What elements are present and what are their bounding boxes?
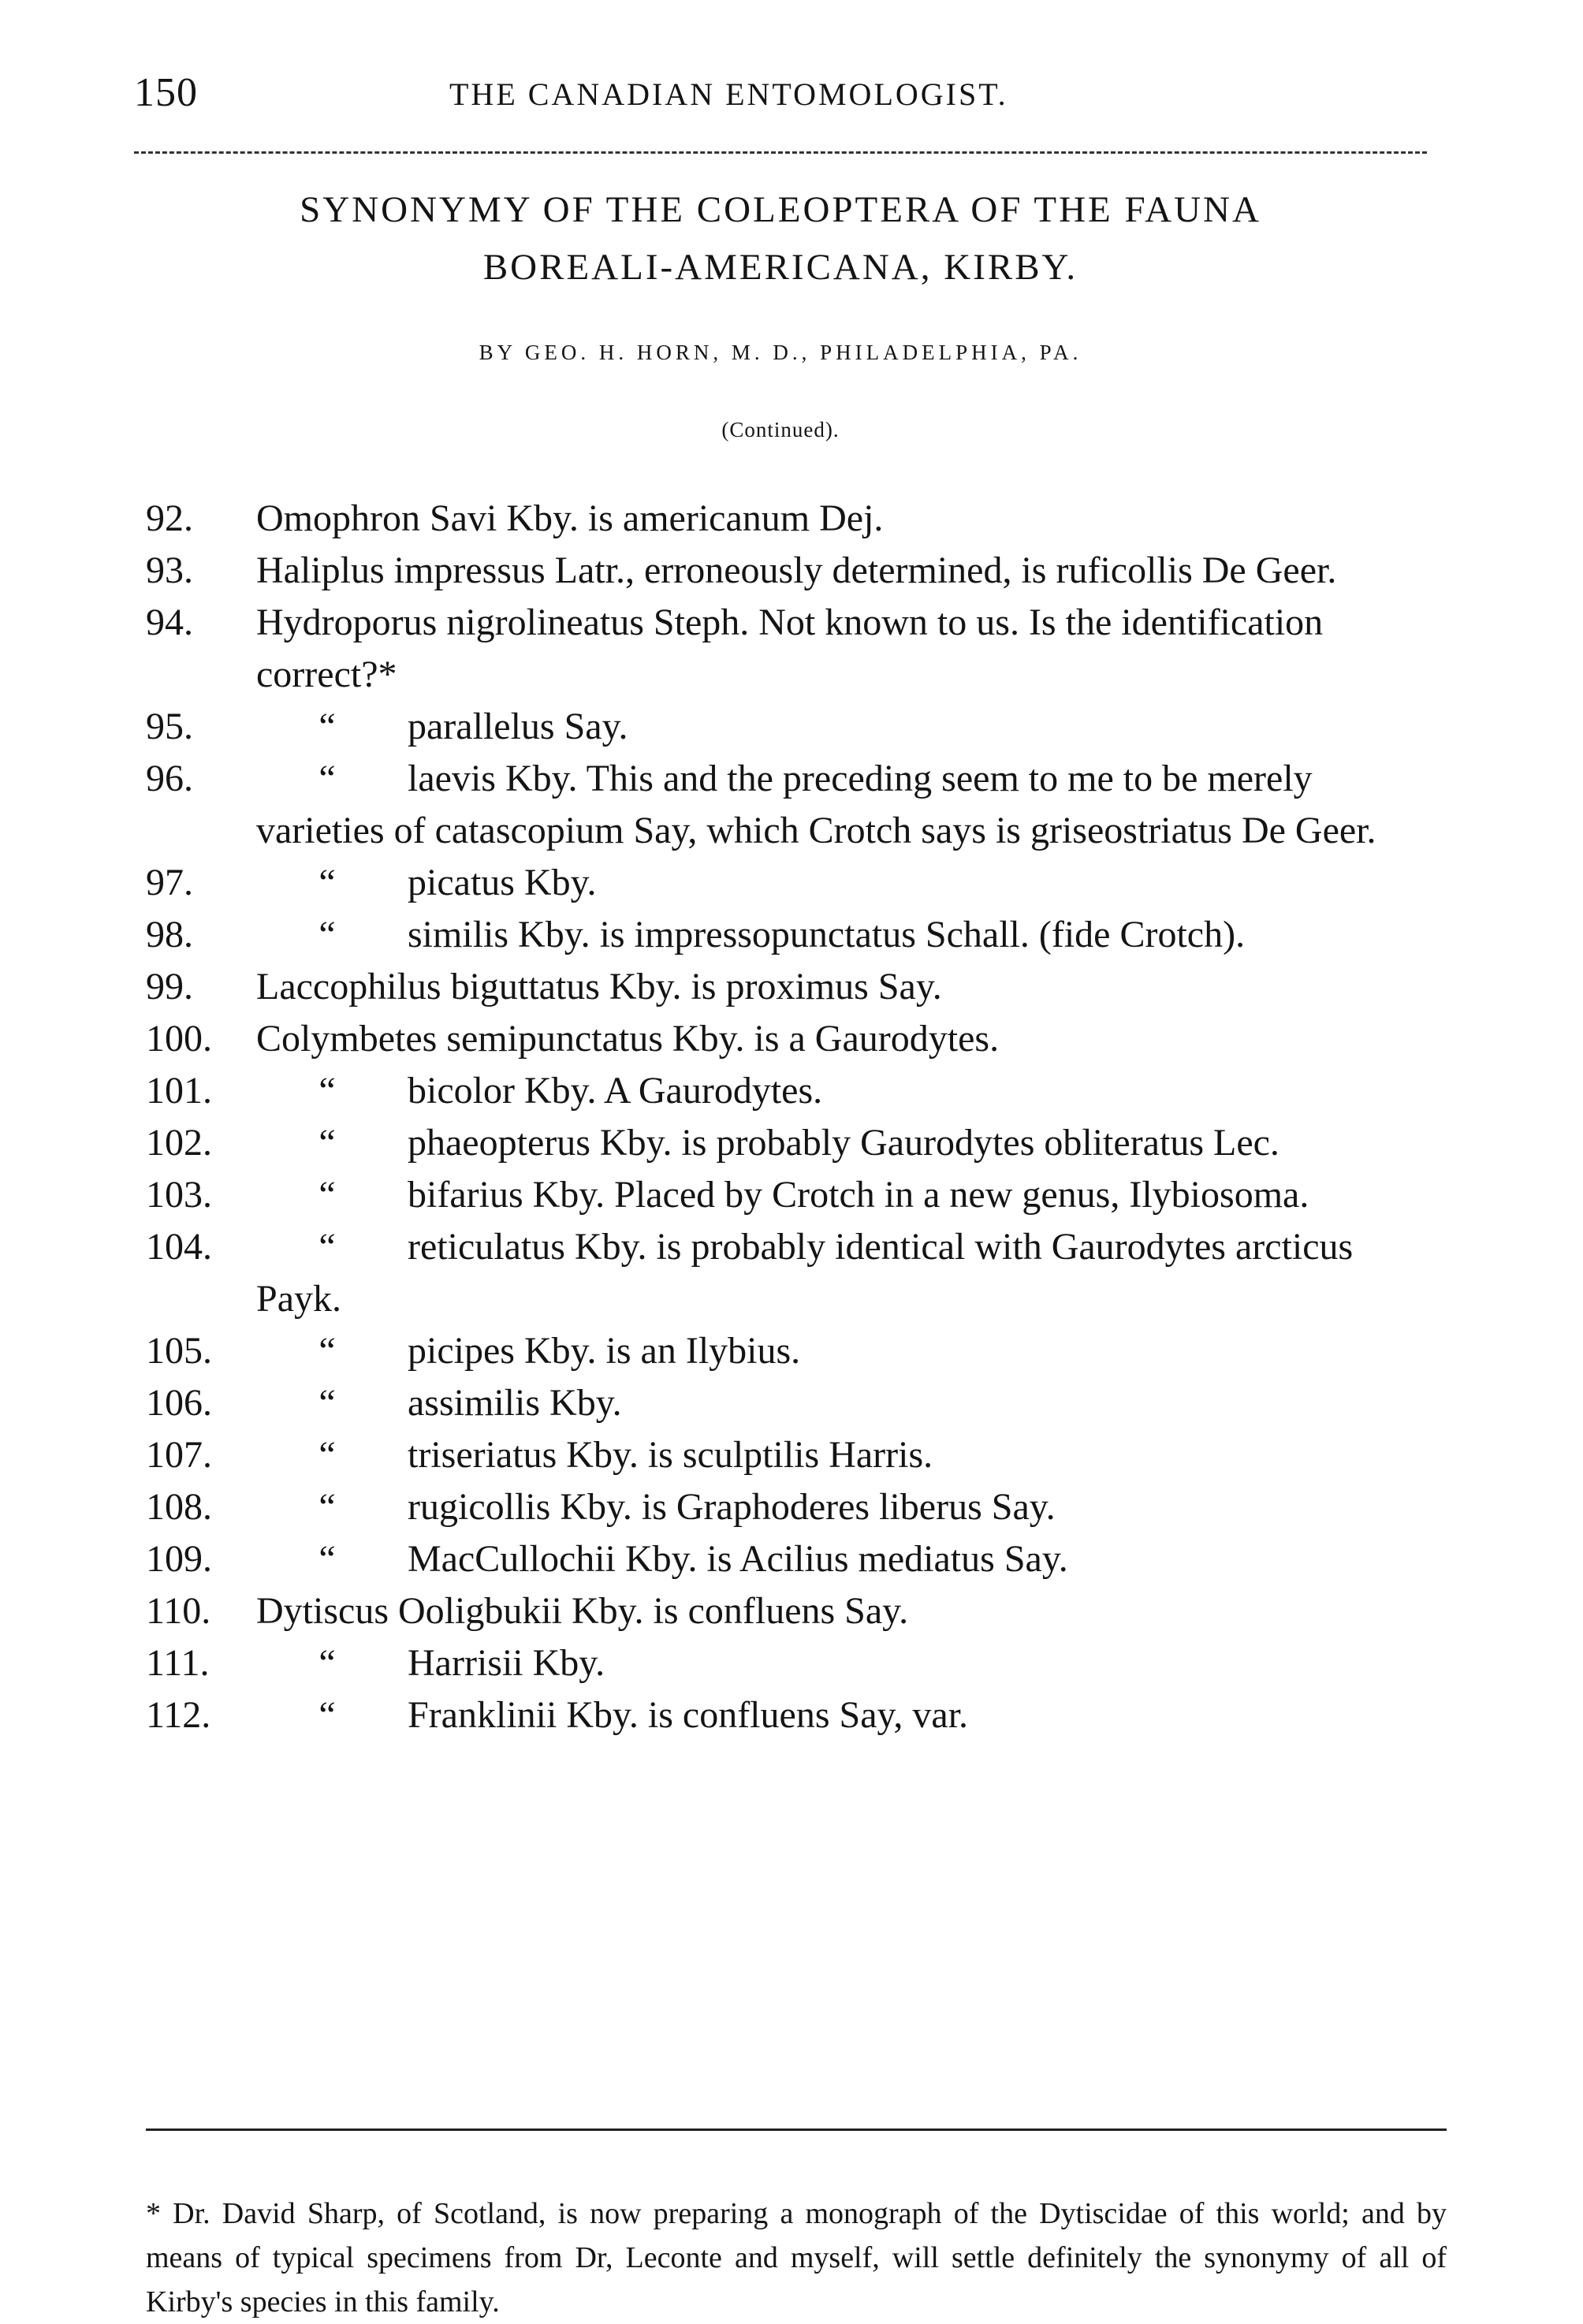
entry-species-note: semipunctatus Kby. is a Gaurodytes.: [446, 1018, 1000, 1060]
entry-number: 99.: [146, 966, 193, 1007]
entry-genus: Dytiscus: [256, 1590, 389, 1632]
list-item: [146, 701, 1447, 753]
entry-number: 96.: [146, 758, 193, 799]
entry-text: [146, 753, 1447, 857]
entry-species-note: bifarius Kby. Placed by Crotch in a new genus, Ilybiosoma.: [408, 1174, 1309, 1216]
entry-number: 108.: [146, 1486, 212, 1528]
list-item: [146, 961, 1447, 1013]
entry-species-note: parallelus Say.: [408, 706, 628, 747]
entry-text: [146, 909, 1447, 961]
entry-genus: “: [318, 1694, 336, 1736]
entry-number: 109.: [146, 1538, 212, 1580]
entry-genus: Colymbetes: [256, 1018, 438, 1060]
entry-species-note: bicolor Kby. A Gaurodytes.: [408, 1070, 823, 1112]
entry-number: 101.: [146, 1070, 212, 1112]
list-item: [146, 1377, 1447, 1429]
entry-text: [146, 1481, 1447, 1533]
entry-genus: “: [318, 706, 336, 747]
entry-text: [146, 1221, 1447, 1325]
entry-species-note: Ooligbukii Kby. is confluens Say.: [398, 1590, 909, 1632]
entry-genus: “: [318, 1486, 336, 1528]
entry-number: 111.: [146, 1642, 210, 1684]
entry-text: [146, 1065, 1447, 1117]
entry-genus: “: [318, 1122, 336, 1164]
list-item: [146, 1221, 1447, 1325]
list-item: [146, 1481, 1447, 1533]
footnote-rule: [146, 2128, 1447, 2131]
list-item: [146, 1325, 1447, 1377]
entry-genus: “: [318, 1070, 336, 1112]
entry-genus: “: [318, 1226, 336, 1268]
list-item: [146, 1689, 1447, 1741]
entry-species-note: Savi Kby. is americanum Dej.: [429, 497, 884, 539]
entry-species-note: nigrolineatus Steph. Not known to us. Is the identification correct?*: [256, 601, 1324, 695]
entry-text: [146, 545, 1447, 597]
entry-number: 105.: [146, 1330, 212, 1372]
entry-number: 104.: [146, 1226, 212, 1268]
entry-number: 102.: [146, 1122, 212, 1164]
entry-number: 112.: [146, 1694, 211, 1736]
entry-number: 110.: [146, 1590, 211, 1632]
list-item: [146, 753, 1447, 857]
entry-species-note: MacCullochii Kby. is Acilius mediatus Say.: [408, 1538, 1068, 1580]
entry-text: [146, 597, 1447, 701]
list-item: [146, 1169, 1447, 1221]
entry-genus: Laccophilus: [256, 966, 441, 1007]
list-item: [146, 1117, 1447, 1169]
entry-number: 107.: [146, 1434, 212, 1476]
entry-number: 98.: [146, 914, 193, 955]
entry-text: [146, 1689, 1447, 1741]
entry-text: [146, 1013, 1447, 1065]
entry-species-note: picipes Kby. is an Ilybius.: [408, 1330, 801, 1372]
synonymy-list: [146, 493, 1447, 1741]
entry-number: 93.: [146, 549, 193, 591]
entry-genus: Omophron: [256, 497, 420, 539]
entry-text: [146, 1533, 1447, 1585]
entry-number: 97.: [146, 862, 193, 903]
entry-genus: “: [318, 1434, 336, 1476]
header-rule: [134, 151, 1427, 154]
list-item: [146, 1065, 1447, 1117]
list-item: [146, 1585, 1447, 1637]
entry-genus: “: [318, 1330, 336, 1372]
list-item: [146, 909, 1447, 961]
entry-species-note: Franklinii Kby. is confluens Say, var.: [408, 1694, 969, 1736]
article-title-line-2: BOREALI-AMERICANA, KIRBY.: [482, 247, 1078, 288]
entry-text: [146, 701, 1447, 753]
list-item: [146, 1013, 1447, 1065]
entry-genus: Hydroporus: [256, 601, 438, 643]
entry-genus: “: [318, 758, 336, 799]
list-item: [146, 1429, 1447, 1481]
list-item: [146, 493, 1447, 545]
entry-species-note: triseriatus Kby. is sculptilis Harris.: [408, 1434, 933, 1476]
entry-genus: “: [318, 914, 336, 955]
entry-genus: Haliplus: [256, 549, 385, 591]
entry-number: 103.: [146, 1174, 212, 1216]
entry-number: 100.: [146, 1018, 212, 1060]
entry-species-note: impressus Latr., erroneously determined, is ruficollis De Geer.: [393, 549, 1337, 591]
entry-species-note: phaeopterus Kby. is probably Gaurodytes obliteratus Lec.: [408, 1122, 1279, 1164]
entry-number: 95.: [146, 706, 193, 747]
entry-text: [146, 1429, 1447, 1481]
list-item: [146, 1637, 1447, 1689]
entry-text: [146, 1325, 1447, 1377]
entry-species-note: similis Kby. is impressopunctatus Schall. (fide Crotch).: [408, 914, 1246, 955]
list-item: [146, 597, 1447, 701]
entry-number: 94.: [146, 601, 193, 643]
entry-number: 106.: [146, 1382, 212, 1424]
entry-genus: “: [318, 862, 336, 903]
entry-genus: “: [318, 1538, 336, 1580]
entry-text: [146, 857, 1447, 909]
entry-species-note: rugicollis Kby. is Graphoderes liberus Say.: [408, 1486, 1056, 1528]
entry-text: [146, 1377, 1447, 1429]
entry-genus: “: [318, 1174, 336, 1216]
footnote: * Dr. David Sharp, of Scotland, is now preparing a monograph of the Dytiscidae of this world; and by means of typical specimens from Dr, Leconte and myself, will settle definitely the synonymy of all of Kirby's species in this family.: [146, 2197, 1447, 2318]
entry-text: [146, 493, 1447, 545]
entry-genus: “: [318, 1642, 336, 1684]
entry-species-note: picatus Kby.: [408, 862, 597, 903]
entry-text: [146, 1637, 1447, 1689]
entry-species-note: Harrisii Kby.: [408, 1642, 605, 1684]
continued-note: (Continued).: [721, 418, 840, 441]
byline: BY GEO. H. HORN, M. D., PHILADELPHIA, PA.: [479, 341, 1082, 364]
article-title-line-1: SYNONYMY OF THE COLEOPTERA OF THE FAUNA: [300, 189, 1261, 230]
page-number: 150: [134, 70, 198, 115]
entry-text: [146, 961, 1447, 1013]
entry-species-note: reticulatus Kby. is probably identical with Gaurodytes arcticus Payk.: [256, 1226, 1354, 1320]
entry-text: [146, 1169, 1447, 1221]
running-head: [134, 69, 1427, 117]
entry-number: 92.: [146, 497, 193, 539]
entry-species-note: assimilis Kby.: [408, 1382, 622, 1424]
entry-text: [146, 1585, 1447, 1637]
entry-text: [146, 1117, 1447, 1169]
journal-title: THE CANADIAN ENTOMOLOGIST.: [449, 76, 1008, 112]
list-item: [146, 1533, 1447, 1585]
entry-species-note: laevis Kby. This and the preceding seem to me to be merely varieties of catascopium Say, which Crotch says is griseostriatus De Geer.: [256, 758, 1376, 851]
entry-species-note: biguttatus Kby. is proximus Say.: [450, 966, 942, 1007]
entry-genus: “: [318, 1382, 336, 1424]
list-item: [146, 545, 1447, 597]
list-item: [146, 857, 1447, 909]
